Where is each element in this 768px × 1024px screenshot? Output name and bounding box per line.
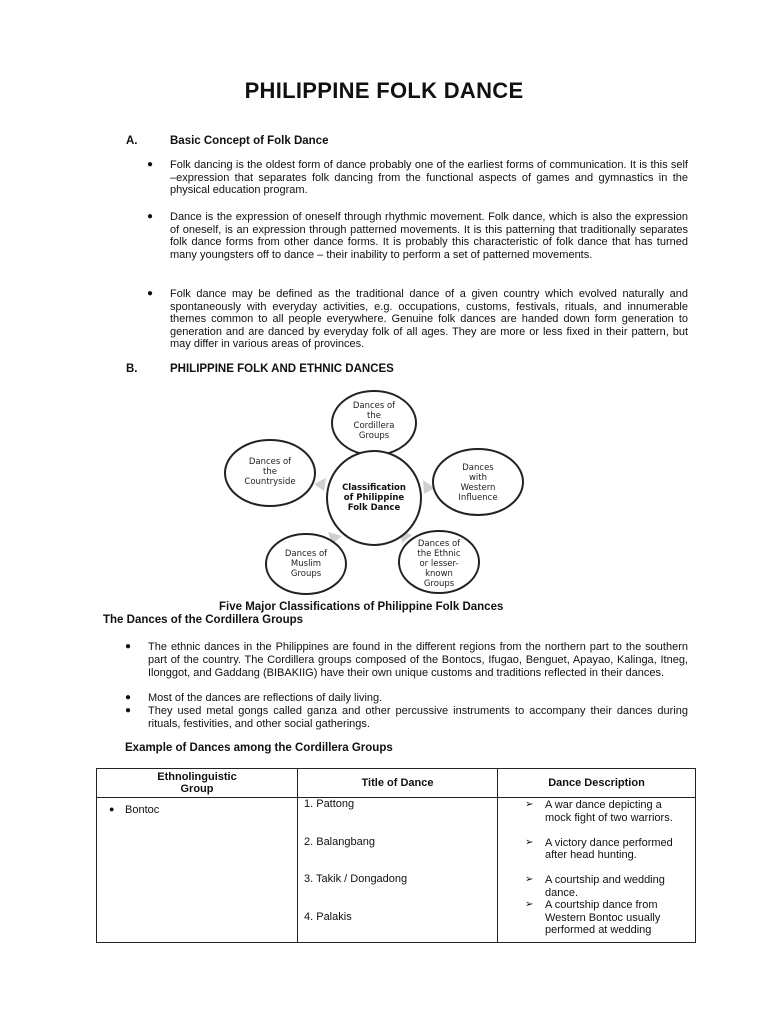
node-ethnic-line: known bbox=[425, 569, 453, 579]
header-group: Ethnolinguistic Group bbox=[97, 769, 298, 798]
section-b-letter: B. bbox=[126, 363, 138, 375]
bullet-icon: ● bbox=[125, 705, 132, 716]
descriptions-cell bbox=[498, 798, 696, 943]
node-western-line: with bbox=[468, 473, 488, 483]
node-cordillera-line: Dances of bbox=[352, 401, 396, 411]
section-a-paragraph-3: Folk dance may be defined as the traditional dance of a given country which evolved naturally and spontaneously with everyday activities, e.g. occupations, customs, festivals, rituals, and innumerable themes common to all people everywhere. Genuine folk dances are handed down form generation to generation and are danced by everyday folk of all ages. They are more or less fixed in their pattern, but may differ in various areas of provinces. bbox=[170, 288, 688, 351]
bullet-icon: ● bbox=[125, 692, 132, 703]
bullet-icon: ● bbox=[147, 159, 154, 170]
node-western-line: Influence bbox=[458, 493, 498, 503]
node-ethnic-line: or lesser- bbox=[419, 559, 459, 569]
cordillera-paragraph-2: Most of the dances are reflections of daily living. bbox=[148, 692, 383, 704]
example-heading: Example of Dances among the Cordillera Groups bbox=[125, 742, 393, 754]
dance-description: ➢ A courtship and wedding dance. bbox=[525, 874, 665, 899]
section-a-letter: A. bbox=[126, 135, 138, 147]
dance-title: 4. Palakis bbox=[304, 910, 352, 923]
dance-title: 3. Takik / Dongadong bbox=[304, 873, 408, 885]
node-muslim-line: Dances of bbox=[284, 549, 328, 559]
bullet-icon: ● bbox=[109, 804, 115, 814]
arrow-bullet-icon: ➢ bbox=[525, 899, 534, 910]
section-a-paragraph-2: Dance is the expression of oneself through rhythmic movement. Folk dance, which is also the expression of oneself, is an expression through patterned movements. It is this patterning that traditionally separates folk dance forms from other dance forms. It is probably this characteristic of folk dance that has turned many youngsters off to dance – their inability to perform a set of patterned movements. bbox=[170, 211, 688, 261]
cordillera-heading: The Dances of the Cordillera Groups bbox=[103, 614, 304, 626]
group-name: Bontoc bbox=[125, 804, 160, 816]
node-ethnic-line: the Ethnic bbox=[417, 549, 461, 559]
bullet-icon: ● bbox=[147, 288, 154, 299]
page-title: PHILIPPINE FOLK DANCE bbox=[244, 78, 524, 103]
diagram-caption: Five Major Classifications of Philippine Folk Dances bbox=[219, 601, 504, 613]
cordillera-paragraph-1: The ethnic dances in the Philippines are found in the different regions from the northern part to the southern part of the country. The Cordillera groups composed of the Bontocs, Ifugao, Benguet, Apayao, Kalinga, Itneg, Ilonggot, and Gaddang (BIBAKIIG) have their own unique customs and traditions reflected in their dances. bbox=[148, 641, 688, 679]
header-description: Dance Description bbox=[498, 769, 696, 798]
dance-title: 2. Balangbang bbox=[304, 835, 375, 848]
dance-description: ➢ A victory dance performed after head hunting. bbox=[525, 836, 673, 861]
node-muslim-line: Muslim bbox=[290, 559, 322, 569]
classification-diagram bbox=[200, 380, 540, 595]
node-countryside-line: Dances of bbox=[248, 457, 292, 467]
dance-description: ➢ A war dance depicting a mock fight of two warriors. bbox=[525, 799, 673, 824]
node-countryside-line: Countryside bbox=[244, 477, 296, 487]
node-western-line: Dances bbox=[462, 463, 494, 473]
group-cell bbox=[97, 798, 298, 943]
titles-cell bbox=[298, 798, 498, 943]
dance-description: ➢ A courtship dance from Western Bontoc usually performed at wedding bbox=[525, 899, 661, 936]
table-header-row bbox=[97, 769, 696, 798]
bullet-icon: ● bbox=[125, 641, 132, 652]
table-row bbox=[97, 798, 696, 943]
node-ethnic-line: Dances of bbox=[417, 539, 461, 549]
arrow-icon bbox=[314, 478, 326, 491]
node-center-line: Classification bbox=[342, 483, 406, 493]
arrow-bullet-icon: ➢ bbox=[525, 874, 534, 885]
node-cordillera-line: Cordillera bbox=[353, 421, 395, 431]
arrow-bullet-icon: ➢ bbox=[525, 836, 534, 848]
header-title: Title of Dance bbox=[298, 769, 498, 798]
node-cordillera-line: Groups bbox=[358, 431, 390, 441]
dances-table bbox=[96, 768, 696, 943]
node-cordillera-line: the bbox=[367, 411, 381, 421]
node-muslim-line: Groups bbox=[290, 569, 322, 579]
section-a-paragraph-1: Folk dancing is the oldest form of dance probably one of the earliest forms of communication. It is this self –expression that separates folk dancing from the functional aspects of games and gymnastics in the physical education program. bbox=[170, 159, 688, 197]
bullet-icon: ● bbox=[147, 211, 154, 222]
node-center-line: Folk Dance bbox=[347, 503, 401, 513]
cordillera-paragraph-3: They used metal gongs called ganza and other percussive instruments to accompany their dances during rituals, festivities, and other social gatherings. bbox=[148, 705, 688, 730]
dance-title: 1. Pattong bbox=[304, 798, 355, 810]
section-b-heading: PHILIPPINE FOLK AND ETHNIC DANCES bbox=[170, 363, 394, 375]
arrow-bullet-icon: ➢ bbox=[525, 799, 534, 810]
node-center-line: of Philippine bbox=[343, 493, 405, 503]
node-western-line: Western bbox=[460, 483, 496, 493]
section-a-heading: Basic Concept of Folk Dance bbox=[170, 135, 329, 147]
node-countryside-line: the bbox=[263, 467, 277, 477]
node-ethnic-line: Groups bbox=[423, 579, 455, 589]
